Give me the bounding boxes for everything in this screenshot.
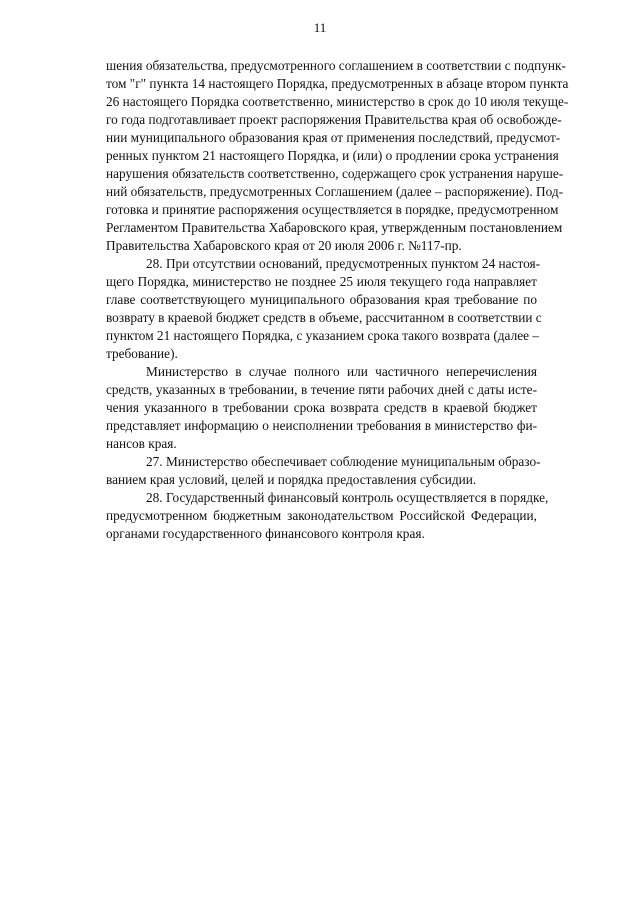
text-line: Регламентом Правительства Хабаровского края, утвержденным постановлением — [106, 220, 563, 235]
text-line: Министерство в случае полного или частичного неперечисления — [146, 364, 537, 379]
text-line: главе соответствующего муниципального образования края требование по — [106, 292, 537, 307]
text-line: Правительства Хабаровского края от 20 июля 2006 г. №117-пр. — [106, 238, 462, 253]
paragraph-p-continuation — [106, 57, 569, 255]
paragraph-p-28-first — [106, 255, 542, 363]
text-line: нансов края. — [106, 436, 177, 451]
paragraph-p-27 — [106, 453, 541, 489]
text-line: предусмотренном бюджетным законодательством Российской Федерации, — [106, 508, 537, 523]
text-line: ванием края условий, целей и порядка предоставления субсидии. — [106, 472, 477, 487]
document-body — [106, 57, 569, 543]
text-line: том "г" пункта 14 настоящего Порядка, предусмотренных в абзаце втором пункта — [106, 76, 569, 91]
text-line: требование). — [106, 346, 178, 361]
text-line: чения указанного в требовании срока возврата средств в краевой бюджет — [106, 400, 537, 415]
text-line: 26 настоящего Порядка соответственно, министерство в срок до 10 июля текуще- — [106, 94, 569, 109]
text-line: 27. Министерство обеспечивает соблюдение муниципальным образо- — [146, 454, 541, 469]
text-line: щего Порядка, министерство не позднее 25 июля текущего года направляет — [106, 274, 537, 289]
text-line: 28. При отсутствии оснований, предусмотренных пунктом 24 настоя- — [146, 256, 541, 271]
text-line: 28. Государственный финансовый контроль осуществляется в порядке, — [146, 490, 549, 505]
text-line: пунктом 21 настоящего Порядка, с указанием срока такого возврата (далее – — [106, 328, 539, 343]
text-line: го года подготавливает проект распоряжения Правительства края об освобожде- — [106, 112, 562, 127]
text-line: представляет информацию о неисполнении требования в министерство фи- — [106, 418, 537, 433]
text-line: возврату в краевой бюджет средств в объеме, рассчитанном в соответствии с — [106, 310, 542, 325]
text-line: готовка и принятие распоряжения осуществляется в порядке, предусмотренном — [106, 202, 559, 217]
text-line: шения обязательства, предусмотренного соглашением в соответствии с подпунк- — [106, 58, 566, 73]
paragraph-p-28-second — [106, 489, 549, 543]
text-line: нии муниципального образования края от применения последствий, предусмот- — [106, 130, 561, 145]
text-line: средств, указанных в требовании, в течение пяти рабочих дней с даты исте- — [106, 382, 537, 397]
text-line: ренных пунктом 21 настоящего Порядка, и (или) о продлении срока устранения — [106, 148, 559, 163]
text-line: ний обязательств, предусмотренных Соглашением (далее – распоряжение). Под- — [106, 184, 564, 199]
paragraph-p-ministry — [106, 363, 537, 453]
page-number: 11 — [313, 20, 327, 35]
text-line: нарушения обязательств соответственно, содержащего срок устранения наруше- — [106, 166, 564, 181]
text-line: органами государственного финансового контроля края. — [106, 526, 425, 541]
